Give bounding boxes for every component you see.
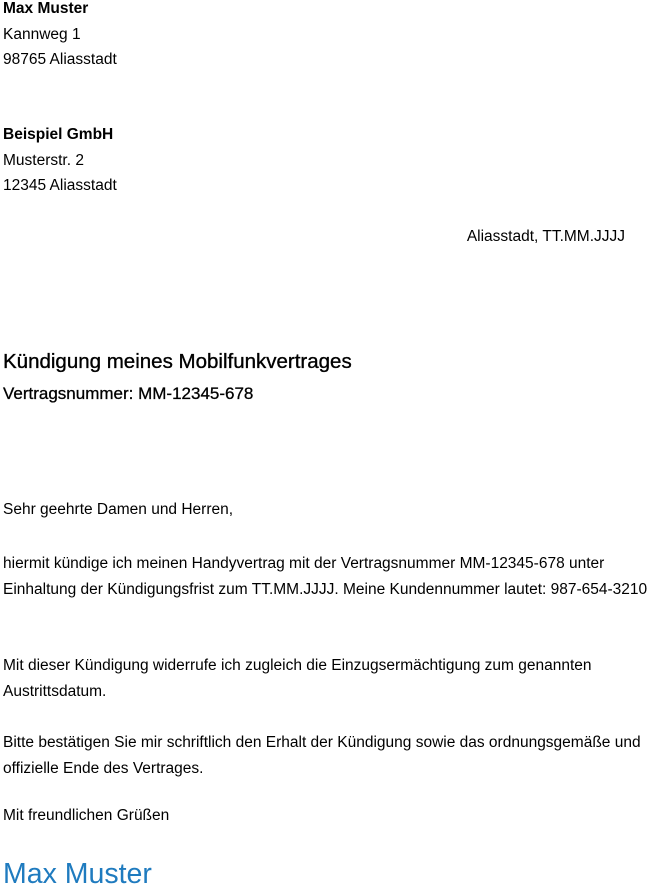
place-and-date: Aliasstadt, TT.MM.JJJJ	[466, 228, 625, 245]
closing-phrase: Mit freundlichen Grüßen	[3, 807, 170, 824]
contract-number-reference: Vertragsnummer: MM-12345-678	[3, 384, 254, 403]
body-paragraph-confirmation-request: Bitte bestätigen Sie mir schriftlich den Erhalt der Kündigung sowie das ordnungsgemäße und offizielle Ende des Vertrages.	[3, 734, 641, 777]
recipient-street: Musterstr. 2	[3, 151, 84, 169]
subject-title-text: Kündigung meines Mobilfunkvertrages	[3, 350, 352, 373]
signature: Max Muster	[3, 858, 152, 890]
sender-city: 98765 Aliasstadt	[3, 51, 117, 68]
sender-street: Kannweg 1	[3, 25, 81, 43]
recipient-city: 12345 Aliasstadt	[3, 177, 117, 194]
body-paragraph-termination: hiermit kündige ich meinen Handyvertrag mit der Vertragsnummer MM-12345-678 unter Einhaltung der Kündigungsfrist zum TT.MM.JJJJ. Meine Kundennummer lautet: 987-654-3210	[3, 555, 647, 598]
body-paragraph-revocation: Mit dieser Kündigung widerrufe ich zugleich die Einzugsermächtigung zum genannten Austrittsdatum.	[3, 657, 592, 700]
recipient-address-block	[3, 122, 117, 199]
recipient-name: Beispiel GmbH	[3, 126, 114, 143]
salutation: Sehr geehrte Damen und Herren,	[3, 501, 234, 518]
sender-name: Max Muster	[3, 0, 89, 17]
sender-address-block	[3, 0, 117, 73]
subject-title	[3, 350, 352, 374]
